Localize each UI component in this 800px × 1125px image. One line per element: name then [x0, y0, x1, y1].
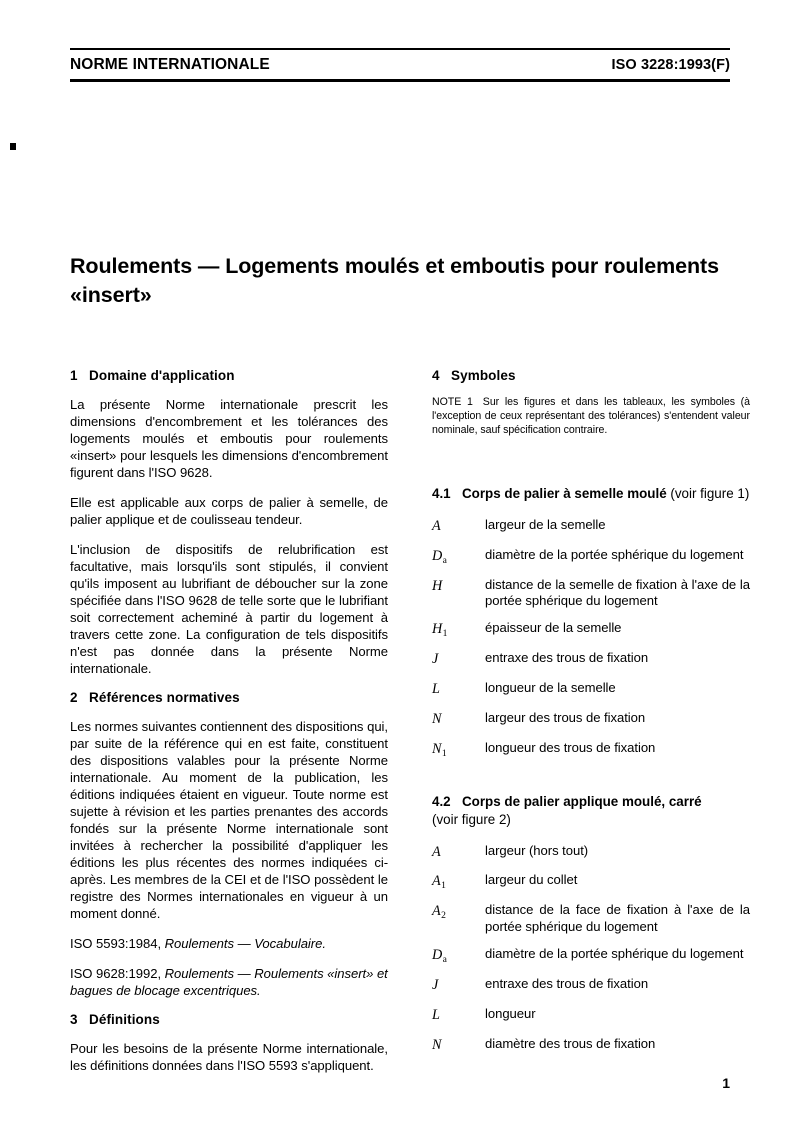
section-number-3: 3	[70, 1012, 78, 1028]
symbol-table-42	[432, 843, 750, 1055]
symbol-letter: N	[432, 1037, 442, 1054]
section-heading-1	[70, 368, 388, 383]
symbol-row	[432, 620, 750, 650]
symbol-letter: A	[432, 873, 441, 890]
symbol-cell	[432, 577, 485, 621]
registration-mark	[10, 143, 16, 150]
symbol-letter: J	[432, 651, 439, 668]
right-column	[432, 368, 750, 1055]
symbol-cell	[432, 710, 485, 740]
section-number-1: 1	[70, 368, 78, 383]
section4-note	[432, 396, 750, 438]
section-title-3: Définitions	[89, 1012, 160, 1028]
symbol-row	[432, 902, 750, 946]
section1-paragraph-2: Elle est applicable aux corps de palier à semelle, de palier applique et de coulisseau tendeur.	[70, 495, 388, 528]
symbol-row	[432, 650, 750, 680]
normative-reference-2	[70, 965, 388, 999]
symbol-description: diamètre de la portée sphérique du logement	[485, 946, 744, 962]
symbol-row	[432, 577, 750, 621]
symbol-letter: A	[432, 903, 441, 920]
reference-designation-2: ISO 9628:1992,	[70, 966, 165, 982]
symbol-description: entraxe des trous de fixation	[485, 976, 649, 992]
symbol-subscript: 1	[441, 880, 446, 892]
symbol-description: largeur de la semelle	[485, 516, 606, 532]
section3-paragraph: Pour les besoins de la présente Norme internationale, les définitions données dans l'ISO 5593 s'appliquent.	[70, 1041, 388, 1074]
symbol-subscript: a	[442, 954, 447, 966]
subsection-number-42: 4.2	[432, 793, 451, 809]
symbol-description: largeur du collet	[485, 872, 578, 888]
symbol-subscript: a	[442, 554, 447, 566]
symbol-description: longueur des trous de fixation	[485, 740, 656, 756]
subsection-heading-42	[432, 793, 750, 829]
symbol-description: longueur	[485, 1006, 536, 1022]
reference-designation-1: ISO 5593:1984,	[70, 936, 165, 952]
symbol-letter: H	[432, 621, 443, 638]
symbol-letter: N	[432, 741, 442, 758]
section2-paragraph: Les normes suivantes contiennent des dispositions qui, par suite de la référence qui en est faite, constituent des dispositions valables pour la présente Norme internationale. Au moment de la publication, les éditions indiquées étaient en vigueur. Toute norme est sujette à révision et les parties prenantes des accords fondés sur la présente Norme internationale sont invitées à rechercher la possibilité d'appliquer les éditions les plus récentes des normes indiquées ci-après. Les membres de la CEI et de l'ISO possèdent le registre des Normes internationales en vigueur à un moment donné.	[70, 719, 388, 922]
symbol-letter: D	[432, 547, 443, 564]
symbol-row	[432, 517, 750, 547]
note-label: NOTE 1	[432, 396, 473, 408]
symbol-cell	[432, 547, 485, 577]
symbol-cell	[432, 872, 485, 902]
symbol-letter: L	[432, 681, 440, 698]
symbol-cell	[432, 946, 485, 976]
symbol-description: entraxe des trous de fixation	[485, 650, 649, 666]
note-text: Sur les figures et dans les tableaux, les symboles (à l'exception de ceux représentant des tolérances) s'entendent valeur nominale, sauf spécification contraire.	[432, 396, 750, 436]
page-header	[70, 48, 730, 82]
subsection-figure-ref-41: (voir figure 1)	[670, 485, 750, 501]
symbol-cell	[432, 740, 485, 759]
subsection-title-42: Corps de palier applique moulé, carré	[462, 793, 702, 809]
subsection-heading-41	[432, 485, 750, 503]
standard-reference-label: ISO 3228:1993(F)	[611, 57, 730, 73]
section-heading-3	[70, 1012, 388, 1027]
spacer-1	[432, 451, 750, 485]
symbol-letter: L	[432, 1007, 440, 1024]
symbol-letter: N	[432, 711, 442, 728]
symbol-cell	[432, 620, 485, 650]
subsection-figure-ref-42: (voir figure 2)	[432, 811, 511, 827]
symbol-subscript: 1	[441, 748, 447, 760]
subsection-number-41: 4.1	[432, 485, 451, 501]
symbol-row	[432, 843, 750, 873]
symbol-row	[432, 946, 750, 976]
symbol-cell	[432, 650, 485, 680]
symbol-row	[432, 1006, 750, 1036]
symbol-description: distance de la face de fixation à l'axe de la portée sphérique du logement	[485, 902, 750, 934]
symbol-subscript: 1	[442, 628, 448, 640]
reference-title-2: Roulements — Roulements «insert» et bagues de blocage excentriques.	[70, 966, 388, 999]
section-number-4: 4	[432, 368, 440, 383]
page-title: Roulements — Logements moulés et emboutis pour roulements «insert»	[70, 254, 719, 307]
symbol-description: longueur de la semelle	[485, 680, 616, 696]
symbol-letter: J	[432, 977, 439, 994]
symbol-row	[432, 740, 750, 759]
section-title-1: Domaine d'application	[89, 368, 235, 383]
header-bottom-rule	[70, 79, 730, 82]
symbol-description: largeur des trous de fixation	[485, 710, 646, 726]
symbol-cell	[432, 1006, 485, 1036]
symbol-row	[432, 680, 750, 710]
symbol-cell	[432, 680, 485, 710]
symbol-letter: H	[432, 577, 443, 594]
symbol-row	[432, 1036, 750, 1055]
reference-title-1: Roulements — Vocabulaire.	[164, 936, 326, 952]
header-row	[70, 50, 730, 79]
section-heading-4	[432, 368, 750, 383]
section1-paragraph-3: L'inclusion de dispositifs de relubrification est facultative, mais lorsqu'ils sont stipulés, il convient qu'ils imposent au lubrifiant de déboucher sur la zone spécifiée dans l'ISO 9628 de telle sorte que le lubrifiant soit correctement acheminé à partir du logement à travers cette zone. La configuration de tels dispositifs n'est pas donnée dans la présente Norme internationale.	[70, 542, 388, 677]
symbol-row	[432, 547, 750, 577]
body-columns	[70, 368, 750, 1074]
symbol-cell	[432, 843, 485, 873]
symbol-row	[432, 976, 750, 1006]
symbol-cell	[432, 517, 485, 547]
symbol-description: épaisseur de la semelle	[485, 620, 622, 636]
symbol-letter: A	[432, 843, 441, 860]
section-heading-2	[70, 690, 388, 705]
left-column	[70, 368, 388, 1075]
page-number: 1	[722, 1075, 730, 1091]
section-title-2: Références normatives	[89, 690, 240, 706]
symbol-cell	[432, 902, 485, 946]
section-title-4: Symboles	[451, 368, 516, 383]
symbol-row	[432, 710, 750, 740]
symbol-subscript: 2	[441, 910, 446, 922]
symbol-description: diamètre de la portée sphérique du logement	[485, 546, 744, 562]
section1-paragraph-1: La présente Norme internationale prescrit les dimensions d'encombrement et les tolérances des logements moulés et emboutis pour roulements «insert» pour lesquels les dimensions d'encombrement figurent dans l'ISO 9628.	[70, 397, 388, 481]
subsection-title-41: Corps de palier à semelle moulé	[462, 485, 667, 501]
symbol-description: diamètre des trous de fixation	[485, 1036, 656, 1052]
symbol-description: distance de la semelle de fixation à l'axe de la portée sphérique du logement	[485, 576, 750, 608]
standard-type-label: NORME INTERNATIONALE	[70, 56, 270, 73]
symbol-description: largeur (hors tout)	[485, 842, 589, 858]
spacer-2	[432, 759, 750, 793]
section-number-2: 2	[70, 690, 78, 706]
symbol-cell	[432, 1036, 485, 1055]
symbol-cell	[432, 976, 485, 1006]
normative-reference-1	[70, 935, 388, 952]
symbol-table-41	[432, 517, 750, 759]
symbol-letter: A	[432, 517, 441, 534]
symbol-row	[432, 872, 750, 902]
symbol-letter: D	[432, 947, 443, 964]
